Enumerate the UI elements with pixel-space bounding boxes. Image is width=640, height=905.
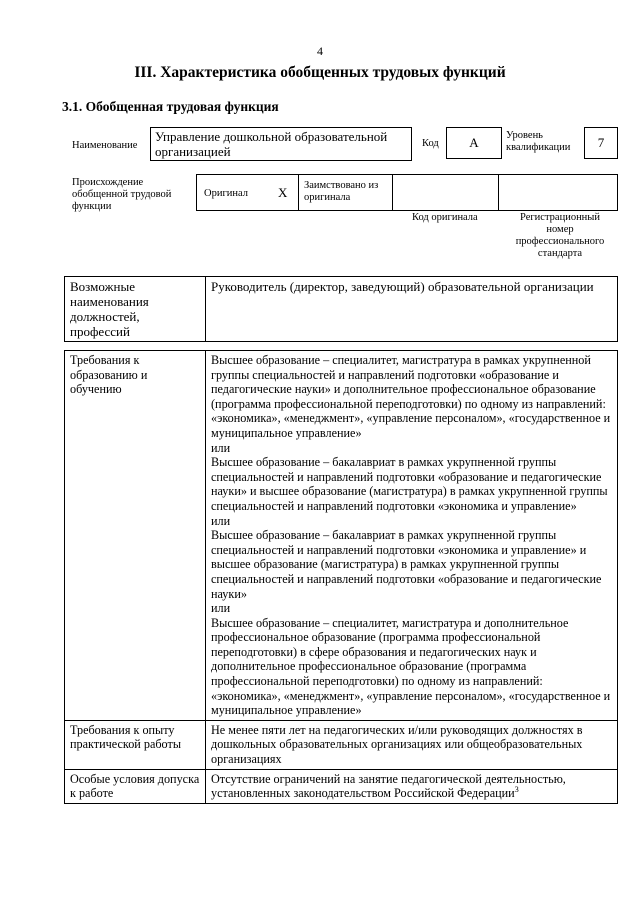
level-box [584,127,618,159]
code-label: Код [422,138,439,149]
education-label: Требования к образованию и обучению [65,351,206,721]
origin-divider-3 [498,174,499,211]
original-code-caption: Код оригинала [412,212,478,223]
education-or: или [211,440,231,455]
origin-divider-1 [298,174,299,211]
admission-text: Отсутствие ограничений на занятие педагогической деятельностью, установленных законодательством Российской Федерации [211,771,566,801]
positions-row [65,277,618,342]
experience-value: Не менее пяти лет на педагогических и/или руководящих должностях в дошкольных образовательных организациях или общеобразовательных организациях [206,720,618,769]
code-box [446,127,502,159]
experience-row [65,720,618,769]
section-title: III. Характеристика обобщенных трудовых функций [134,64,506,81]
admission-label: Особые условия допуска к работе [65,769,206,803]
education-value [206,351,618,721]
education-or: или [211,513,231,528]
education-row [65,351,618,721]
function-name-box [150,127,412,161]
positions-table [64,276,618,342]
subsection-title: 3.1. Обобщенная трудовая функция [62,99,279,114]
original-mark: X [278,185,288,200]
positions-value: Руководитель (директор, заведующий) образовательной организации [206,277,618,342]
admission-value [206,769,618,803]
education-paragraph: Высшее образование – бакалавриат в рамках укрупненной группы специальностей и направлений подготовки «образование и педагогические науки» и высшее образование (магистратура) в рамках укрупненной группы специальностей и направлений подготовки «экономика и управление» [211,455,608,513]
level-label: Уровень квалификации [506,130,571,153]
admission-row [65,769,618,803]
experience-label: Требования к опыту практической работы [65,720,206,769]
original-label: Оригинал [204,188,248,199]
footnote-mark: 3 [514,785,519,795]
origin-row [196,174,618,211]
education-paragraph: Высшее образование – специалитет, магистратура и дополнительное профессиональное образование (программа профессиональной переподготовки) в сфере образования и педагогических наук и дополнительное профессиональное образование (программа профессиональной переподготовки) по одному из направлений: «экономика», «менеджмент», «управление персоналом», «государственное и муниципальное управление» [211,615,611,718]
requirements-table [64,350,618,804]
education-paragraph: Высшее образование – специалитет, магистратура в рамках укрупненной группы специальностей и направлений подготовки «образование и педагогические науки» и дополнительное профессиональное образование (программа профессиональной переподготовки) по одному из направлений: «экономика», «менеджмент», «управление персоналом», «государственное и муниципальное управление» [211,353,611,440]
borrowed-label: Заимствовано из оригинала [304,180,379,203]
level-value: 7 [597,135,605,150]
education-or: или [211,601,231,616]
function-name-value: Управление дошкольной образовательной организацией [155,129,388,159]
reg-number-caption: Регистрационный номер профессионального стандарта [515,212,605,259]
positions-label: Возможные наименования должностей, профессий [65,277,206,342]
code-value: А [469,135,479,150]
page-number: 4 [317,44,323,58]
education-paragraph: Высшее образование – бакалавриат в рамках укрупненной группы специальностей и направлений подготовки «экономика и управление» и высшее образование (магистратура) в рамках укрупненной группы специальностей и направлений подготовки «образование и педагогические науки» [211,528,602,601]
name-label: Наименование [72,140,138,151]
origin-label: Происхождение обобщенной трудовой функции [72,177,172,212]
origin-divider-2 [392,174,393,211]
